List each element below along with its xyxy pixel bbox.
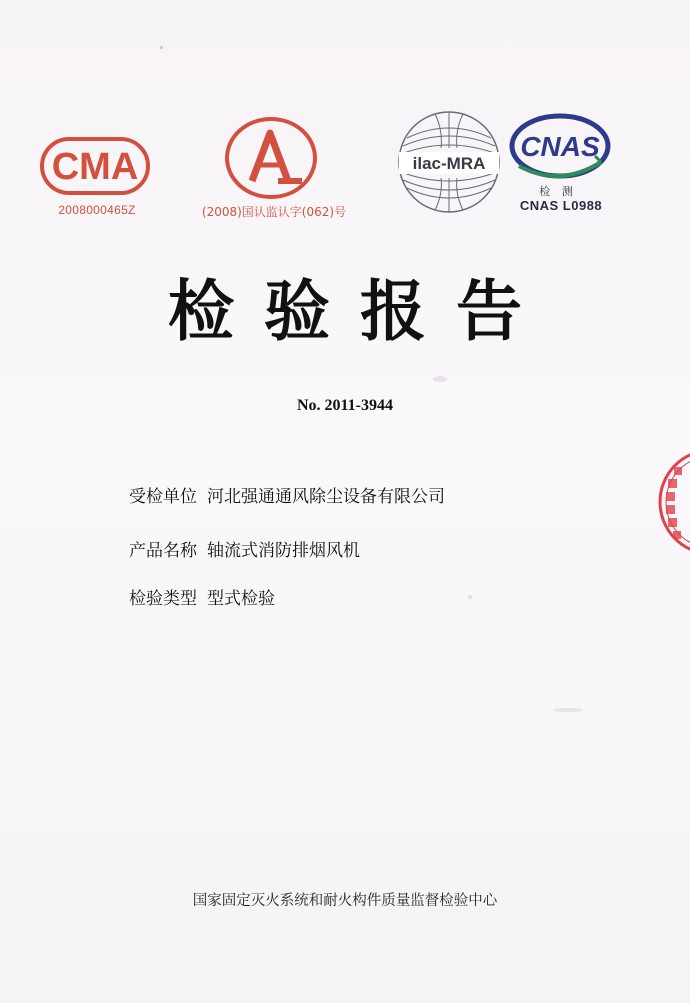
field-product-name <box>129 536 360 561</box>
paper-speck <box>433 376 447 382</box>
paper-speck <box>468 595 472 599</box>
cal-logo <box>222 115 320 201</box>
field-value: 型式检验 <box>207 589 275 609</box>
report-title: 检验报告 <box>168 273 552 350</box>
field-inspection-type <box>129 584 275 609</box>
issuing-authority: 国家固定灭火系统和耐火构件质量监督检验中心 <box>192 893 498 909</box>
cma-certificate-number: 2008000465Z <box>58 203 136 217</box>
svg-text:CMA: CMA <box>51 146 139 188</box>
official-seal-stamp <box>650 445 690 560</box>
report-number: No. 2011-3944 <box>297 397 393 414</box>
svg-text:ilac-MRA: ilac-MRA <box>412 154 486 173</box>
paper-speck <box>553 708 583 712</box>
field-value: 河北强通通风除尘设备有限公司 <box>207 487 445 507</box>
cnas-logo <box>505 108 615 188</box>
cal-certificate-number: (2008)国认监认字(062)号 <box>201 205 347 219</box>
cnas-accreditation-number: CNAS L0988 <box>519 198 603 213</box>
svg-text:CNAS: CNAS <box>520 131 600 162</box>
field-value: 轴流式消防排烟风机 <box>207 541 360 561</box>
ilac-mra-logo <box>395 108 503 216</box>
field-label: 受检单位 <box>129 487 197 507</box>
paper-speck <box>160 46 163 49</box>
field-label: 产品名称 <box>129 541 197 561</box>
cnas-category-label: 检 测 <box>539 185 577 198</box>
cma-logo <box>40 135 150 197</box>
field-inspected-unit <box>129 482 445 507</box>
field-label: 检验类型 <box>129 589 197 609</box>
